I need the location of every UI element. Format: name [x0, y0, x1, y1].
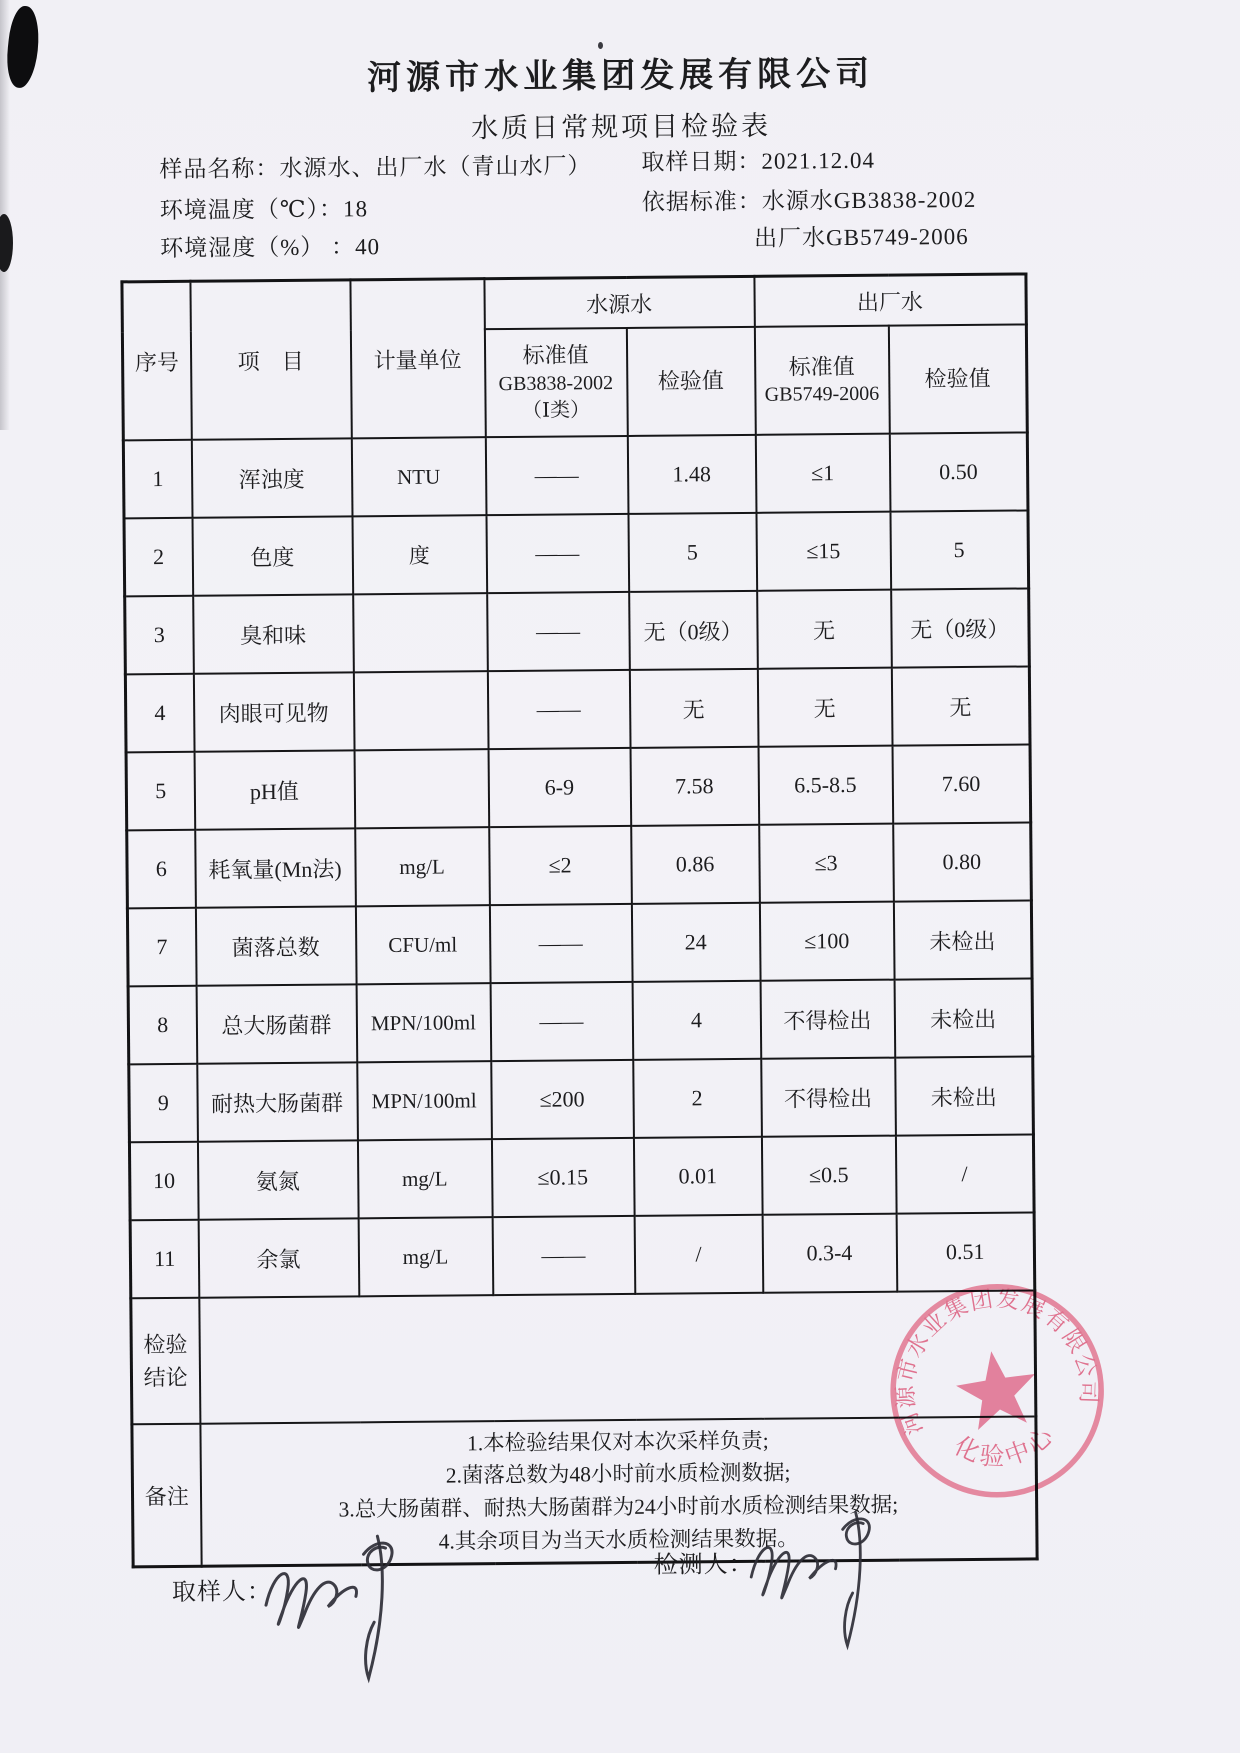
seal-star: [952, 1345, 1042, 1432]
cell-unit: [354, 749, 489, 828]
cell-unit: [353, 593, 488, 672]
env-temp-value: 18: [342, 196, 369, 222]
cell-unit: NTU: [351, 437, 486, 516]
cell-item: pH值: [194, 750, 355, 829]
sample-date-label: 取样日期：: [641, 148, 762, 175]
remark-line: 1.本检验结果仅对本次采样负责;: [466, 1428, 769, 1456]
cell-no: 8: [128, 986, 197, 1065]
cell-factory-standard: 无: [757, 668, 892, 747]
company-title: 河源市水业集团发展有限公司: [367, 55, 875, 98]
cell-source-standard: ≤0.15: [491, 1138, 634, 1217]
cell-unit: [353, 671, 488, 750]
cell-factory-value: /: [895, 1134, 1034, 1213]
cell-factory-value: 0.80: [893, 822, 1032, 901]
cell-factory-standard: 不得检出: [760, 980, 895, 1059]
cell-factory-value: 无（0级）: [891, 588, 1030, 667]
cell-unit: mg/L: [357, 1139, 492, 1218]
tester-signature: [737, 1503, 898, 1654]
sampler-label: 取样人：: [171, 1579, 272, 1606]
standard-line: [642, 181, 977, 217]
header-unit: 计量单位: [350, 279, 485, 439]
cell-unit: 度: [352, 515, 487, 594]
remark-line: 3.总大肠菌群、耐热大肠菌群为24小时前水质检测结果数据;: [338, 1492, 899, 1522]
cell-factory-standard: 6.5-8.5: [758, 746, 893, 825]
standard-factory-water: 出厂水GB5749-2006: [753, 223, 969, 251]
table-row: [128, 978, 1033, 1064]
cell-source-standard: ——: [489, 904, 632, 983]
cell-item: 总大肠菌群: [196, 984, 357, 1063]
sample-date-value: 2021.12.04: [761, 147, 876, 174]
cell-factory-standard: ≤100: [759, 902, 894, 981]
sample-date-line: [641, 142, 875, 177]
cell-factory-standard: 不得检出: [761, 1058, 896, 1137]
cell-source-value: 0.01: [633, 1137, 762, 1216]
cell-factory-standard: ≤1: [755, 434, 890, 513]
cell-source-standard: ≤200: [491, 1060, 634, 1139]
cell-item: 臭和味: [193, 594, 354, 673]
standard-source-water: 水源水GB3838-2002: [761, 186, 977, 214]
cell-unit: mg/L: [358, 1217, 493, 1296]
cell-factory-value: 无: [891, 666, 1030, 745]
cell-factory-standard: 0.3-4: [762, 1214, 897, 1293]
cell-source-value: /: [634, 1215, 763, 1294]
sample-name-value: 水源水、出厂水（青山水厂）: [279, 153, 592, 181]
cell-no: 10: [129, 1142, 198, 1221]
header-group-factory-water: 出厂水: [754, 274, 1026, 327]
conclusion-label: 检验 结论: [131, 1298, 200, 1425]
env-humidity-value: 40: [354, 234, 381, 260]
header-no: 序号: [122, 281, 191, 440]
cell-factory-value: 0.51: [896, 1212, 1035, 1291]
cell-factory-standard: ≤3: [759, 824, 894, 903]
cell-no: 4: [125, 674, 194, 753]
cell-source-standard: 6-9: [488, 748, 631, 827]
cell-no: 2: [124, 518, 193, 597]
cell-source-value: 2: [633, 1059, 762, 1138]
cell-no: 6: [127, 830, 196, 909]
company-seal-stamp: [874, 1268, 1120, 1514]
seal-center-text: 化验中心: [949, 1420, 1062, 1472]
cell-item: 肉眼可见物: [193, 672, 354, 751]
env-humidity-label: 环境湿度（%） ：: [160, 234, 356, 262]
cell-no: 7: [127, 908, 196, 987]
header-group-source-water: 水源水: [484, 276, 754, 329]
cell-factory-standard: 无: [757, 590, 892, 669]
cell-item: 浑浊度: [191, 438, 352, 517]
cell-no: 5: [126, 752, 195, 831]
cell-no: 3: [125, 596, 194, 675]
cell-item: 氨氮: [197, 1140, 358, 1219]
cell-source-standard: ——: [487, 670, 630, 749]
remark-line: 4.其余项目为当天水质检测结果数据。: [438, 1526, 799, 1554]
header-source-check-value: 检验值: [626, 327, 755, 436]
cell-factory-value: 0.50: [889, 432, 1028, 511]
cell-factory-value: 未检出: [893, 900, 1032, 979]
cell-source-value: 1.48: [627, 435, 756, 514]
tester-label: 检测人：: [653, 1551, 754, 1579]
cell-source-standard: ——: [485, 436, 628, 515]
cell-unit: MPN/100ml: [357, 1061, 492, 1140]
cell-source-value: 4: [632, 981, 761, 1060]
cell-source-standard: ——: [492, 1216, 635, 1295]
cell-source-standard: ——: [490, 982, 633, 1061]
header-factory-standard: [754, 326, 889, 435]
env-humidity-line: [160, 228, 380, 263]
cell-source-value: 5: [628, 513, 757, 592]
cell-unit: mg/L: [355, 827, 490, 906]
cell-source-value: 无（0级）: [629, 591, 758, 670]
sample-name-label: 样品名称：: [159, 155, 280, 183]
table-row: [123, 432, 1028, 518]
cell-source-standard: ≤2: [489, 826, 632, 905]
cell-unit: CFU/ml: [355, 905, 490, 984]
cell-factory-value: 未检出: [894, 978, 1033, 1057]
sample-name-line: [159, 147, 591, 184]
svg-text:化验中心: [946, 1417, 1065, 1479]
source-standard-class: （Ⅰ类）: [522, 399, 591, 422]
table-row: [127, 822, 1032, 908]
factory-standard-code: GB5749-2006: [764, 383, 880, 407]
cell-unit: MPN/100ml: [356, 983, 491, 1062]
standard-label: 依据标准：: [641, 188, 762, 215]
table-row: [127, 900, 1032, 986]
table-row: [129, 1056, 1034, 1142]
cell-source-value: 24: [631, 903, 760, 982]
table-row: [126, 744, 1031, 830]
factory-standard-title: 标准值: [788, 353, 855, 380]
cell-factory-standard: ≤15: [756, 512, 891, 591]
header-source-standard: [484, 328, 627, 437]
cell-item: 菌落总数: [195, 906, 356, 985]
remark-line: 2.菌落总数为48小时前水质检测数据;: [445, 1460, 791, 1488]
cell-item: 余氯: [198, 1218, 359, 1297]
cell-no: 1: [123, 440, 192, 519]
table-row: [129, 1134, 1034, 1220]
cell-factory-value: 未检出: [895, 1056, 1034, 1135]
cell-source-standard: ——: [487, 592, 630, 671]
cell-source-standard: ——: [486, 514, 629, 593]
cell-factory-standard: ≤0.5: [761, 1136, 896, 1215]
document-title: 水质日常规项目检验表: [470, 110, 772, 144]
header-factory-check-value: 检验值: [888, 324, 1027, 433]
cell-source-value: 0.86: [631, 825, 760, 904]
cell-item: 耗氧量(Mn法): [195, 828, 356, 907]
table-group-header-row: [122, 274, 1026, 332]
cell-source-value: 无: [629, 669, 758, 748]
cell-factory-value: 5: [890, 510, 1029, 589]
header-item: 项 目: [190, 280, 351, 440]
env-temp-line: [160, 190, 369, 225]
table-row: [124, 510, 1029, 596]
env-temp-label: 环境温度（℃）：: [159, 196, 344, 224]
cell-item: 耐热大肠菌群: [197, 1062, 358, 1141]
cell-item: 色度: [192, 516, 353, 595]
sampler-signature: [251, 1526, 422, 1687]
cell-no: 9: [129, 1064, 198, 1143]
cell-factory-value: 7.60: [892, 744, 1031, 823]
source-standard-code: GB3838-2002: [498, 371, 614, 395]
remarks-label: 备注: [132, 1424, 201, 1567]
table-row: [125, 588, 1030, 674]
seal-ring-text: 河源市水业集团发展有限公司: [892, 1285, 1102, 1439]
table-row: [125, 666, 1030, 752]
source-standard-title: 标准值: [522, 342, 589, 369]
cell-source-value: 7.58: [630, 747, 759, 826]
cell-no: 11: [130, 1220, 199, 1299]
